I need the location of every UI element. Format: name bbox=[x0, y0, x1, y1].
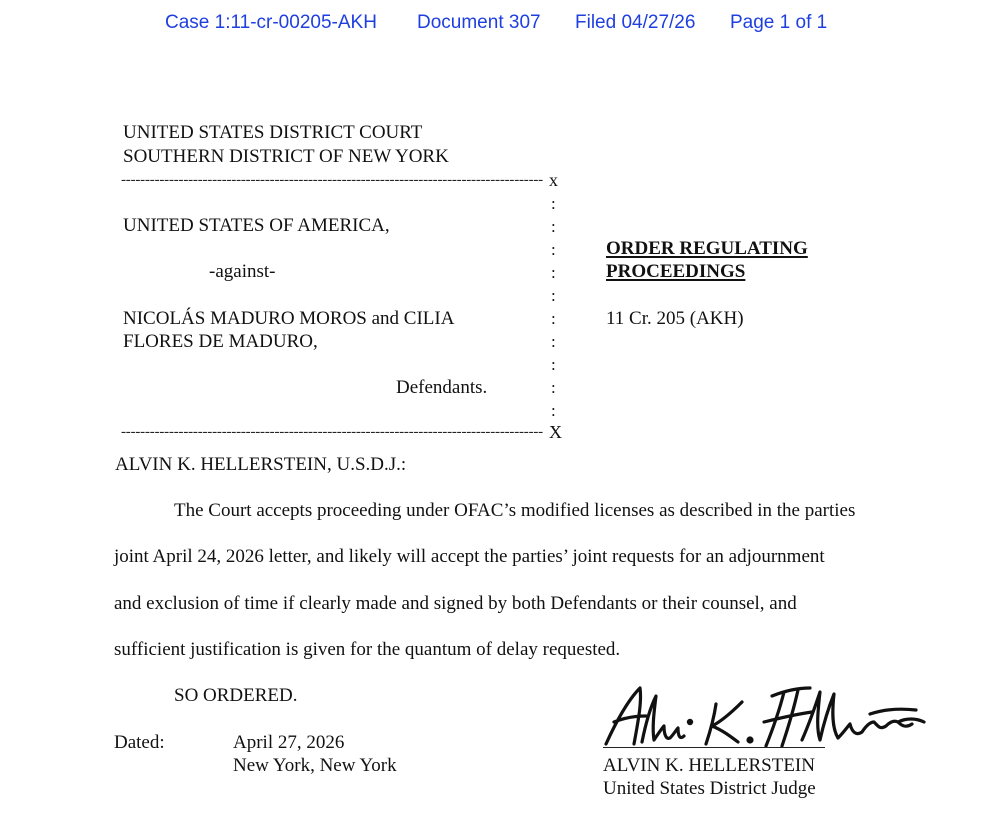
judge-name: ALVIN K. HELLERSTEIN bbox=[603, 755, 815, 776]
document-number: Document 307 bbox=[417, 12, 541, 33]
body-line-2: joint April 24, 2026 letter, and likely will accept the parties’ joint requests for an adjournment bbox=[114, 546, 825, 567]
caption-colon: : bbox=[551, 309, 556, 328]
caption-colon: : bbox=[551, 355, 556, 374]
caption-colon: : bbox=[551, 286, 556, 305]
caption-bottom-x: X bbox=[549, 422, 562, 442]
body-line-3: and exclusion of time if clearly made and signed by both Defendants or their counsel, and bbox=[114, 593, 797, 614]
case-number: Case 1:11-cr-00205-AKH bbox=[165, 12, 377, 33]
plaintiff-name: UNITED STATES OF AMERICA, bbox=[123, 215, 390, 236]
defendant-name-line2: FLORES DE MADURO, bbox=[123, 331, 318, 352]
judge-title: United States District Judge bbox=[603, 778, 816, 799]
order-title-line1: ORDER REGULATING bbox=[606, 238, 808, 259]
caption-colon: : bbox=[551, 263, 556, 282]
page-count: Page 1 of 1 bbox=[730, 12, 828, 33]
so-ordered: SO ORDERED. bbox=[174, 685, 298, 706]
caption-top-x: x bbox=[549, 170, 558, 190]
docket-number: 11 Cr. 205 (AKH) bbox=[606, 308, 744, 329]
caption-colon: : bbox=[551, 378, 556, 397]
dated-label: Dated: bbox=[114, 732, 165, 753]
caption-top-rule: ---------------------------------------------------------------------------------------- bbox=[121, 172, 543, 188]
caption-bottom-rule: ---------------------------------------------------------------------------------------- bbox=[121, 424, 543, 440]
caption-colon: : bbox=[551, 240, 556, 259]
court-district: SOUTHERN DISTRICT OF NEW YORK bbox=[123, 146, 449, 167]
caption-colon: : bbox=[551, 217, 556, 236]
judge-heading: ALVIN K. HELLERSTEIN, U.S.D.J.: bbox=[115, 454, 407, 475]
body-line-4: sufficient justification is given for the quantum of delay requested. bbox=[114, 639, 621, 660]
signature-line bbox=[603, 747, 825, 748]
defendant-name-line1: NICOLÁS MADURO MOROS and CILIA bbox=[123, 308, 455, 329]
caption-colon: : bbox=[551, 401, 556, 420]
court-name: UNITED STATES DISTRICT COURT bbox=[123, 122, 423, 143]
dated-place: New York, New York bbox=[233, 755, 397, 776]
judge-signature bbox=[598, 682, 933, 754]
defendants-label: Defendants. bbox=[396, 377, 488, 398]
filed-date: Filed 04/27/26 bbox=[575, 12, 696, 33]
versus-label: -against- bbox=[209, 261, 276, 282]
caption-colon: : bbox=[551, 332, 556, 351]
body-line-1: The Court accepts proceeding under OFAC’s modified licenses as described in the parties bbox=[174, 500, 856, 521]
dated-date: April 27, 2026 bbox=[233, 732, 345, 753]
order-title-line2: PROCEEDINGS bbox=[606, 261, 746, 282]
caption-colon: : bbox=[551, 194, 556, 213]
